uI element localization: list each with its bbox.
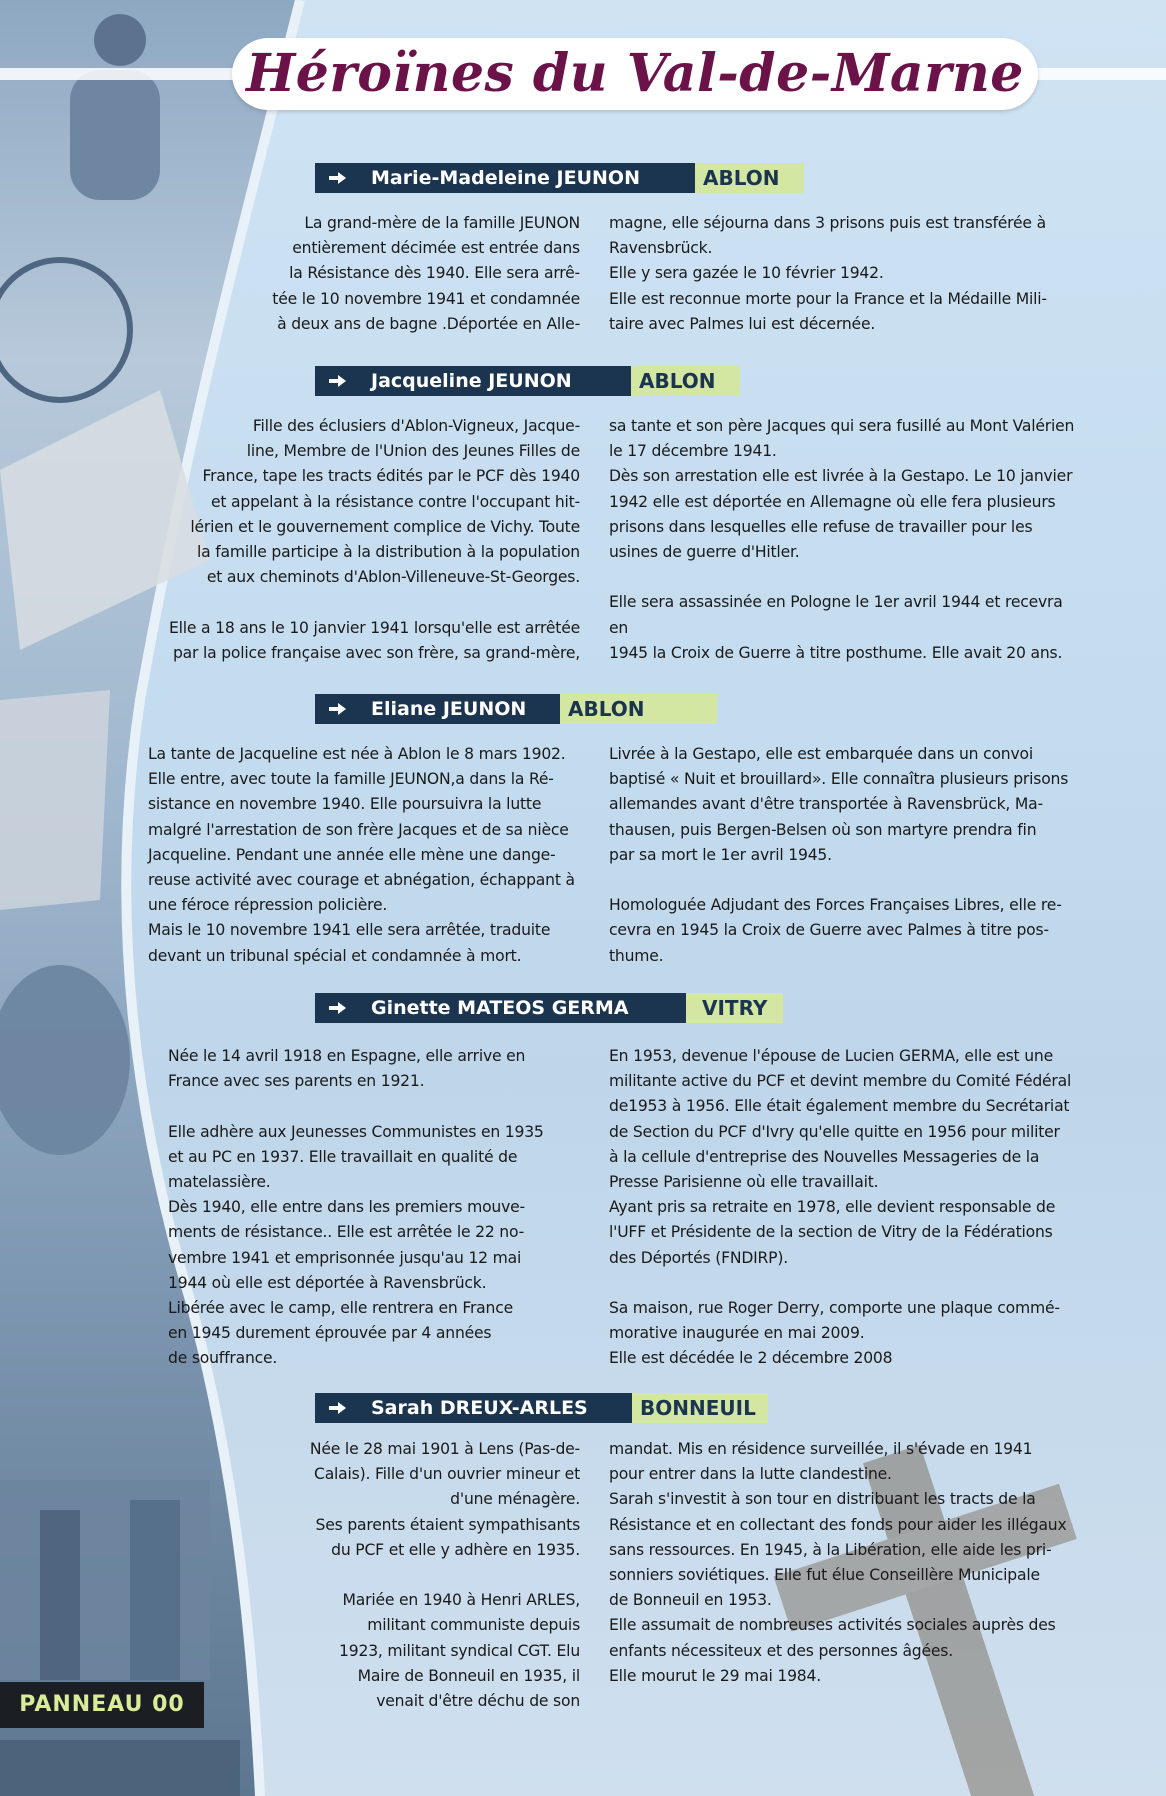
section-text-right: Livrée à la Gestapo, elle est embarquée dans un convoi baptisé « Nuit et brouillard». Elle connaîtra plusieurs prisons allemandes avant d'être transportée à Ravensbrück, Ma- thausen, puis Bergen-Belsen où son martyre prendra fin par sa mort le 1er avril 1945. Homologuée Adjudant des Forces Françaises Libres, elle re- cevra en 1945 la Croix de Guerre avec Palmes à titre pos- thume. — [609, 745, 1069, 965]
section-header-eliane — [315, 694, 717, 724]
section-name: Eliane JEUNON — [371, 698, 527, 720]
section-town: ABLON — [631, 366, 740, 396]
section-name: Sarah DREUX-ARLES — [371, 1397, 588, 1419]
panel-badge: PANNEAU 00 — [0, 1682, 204, 1728]
page-title: Héroïnes du Val-de-Marne — [246, 43, 1024, 104]
arrow-right-icon — [327, 993, 349, 1023]
section-text-right: mandat. Mis en résidence surveillée, il s'évade en 1941 pour entrer dans la lutte clandestine. Sarah s'investit à son tour en distribuant les tracts de la Résistance et en collectant des fonds pour aider les illégaux sans ressources. En 1945, à la Libération, elle aide les pri- sonniers soviétiques. Elle fut élue Conseillère Municipale de Bonneuil en 1953. Elle assumait de nombreuses activités sociales auprès des enfants nécessiteux et des personnes âgées. Elle mourut le 29 mai 1984. — [609, 1440, 1067, 1685]
arrow-right-icon — [327, 694, 349, 724]
arrow-right-icon — [327, 366, 349, 396]
section-town: VITRY — [686, 993, 783, 1023]
section-text-left: La tante de Jacqueline est née à Ablon le 8 mars 1902. Elle entre, avec toute la famille JEUNON,a dans la Ré- sistance en novembre 1940. Elle poursuivra la lutte malgré l'arrestation de son frère Jacques et de sa nièce Jacqueline. Pendant une année elle mène une dange- reuse activité avec courage et abnégation, échappant à une féroce répression policière. Mais le 10 novembre 1941 elle sera arrêtée, traduite devant un tribunal spécial et condamnée à mort. — [148, 745, 575, 965]
arrow-right-icon — [327, 1393, 349, 1423]
section-header-ginette — [315, 993, 783, 1023]
section-text-left: Née le 14 avril 1918 en Espagne, elle arrive en France avec ses parents en 1921. Elle adhère aux Jeunesses Communistes en 1935 et au PC en 1937. Elle travaillait en qualité de matelassière. Dès 1940, elle entre dans les premiers mouve- ments de résistance.. Elle est arrêtée le 22 no- vembre 1941 et emprisonnée jusqu'au 12 mai 1944 où elle est déportée à Ravensbrück. Libérée avec le camp, elle rentrera en France en 1945 durement éprouvée par 4 années de souffrance. — [168, 1047, 544, 1368]
section-name: Ginette MATEOS GERMA — [371, 997, 629, 1019]
section-header-jacqueline — [315, 366, 740, 396]
section-text-left: La grand-mère de la famille JEUNON entièrement décimée est entrée dans la Résistance dès 1940. Elle sera arrê- tée le 10 novembre 1941 et condamnée à deux ans de bagne .Déportée en Alle- — [272, 214, 580, 333]
section-header-marie-madeleine — [315, 163, 804, 193]
arrow-right-icon — [327, 163, 349, 193]
section-name: Marie-Madeleine JEUNON — [371, 167, 640, 189]
section-header-sarah — [315, 1393, 768, 1423]
section-text-right: sa tante et son père Jacques qui sera fusillé au Mont Valérien le 17 décembre 1941. Dès son arrestation elle est livrée à la Gestapo. Le 10 janvier 1942 elle est déportée en Allemagne où elle fera plusieurs prisons dans lesquelles elle refuse de travailler pour les usines de guerre d'Hitler. Elle sera assassinée en Pologne le 1er avril 1944 et recevra en 1945 la Croix de Guerre à titre posthume. Elle avait 20 ans. — [609, 417, 1075, 662]
section-name: Jacqueline JEUNON — [371, 370, 572, 392]
section-town: ABLON — [560, 694, 717, 724]
section-text-left: Née le 28 mai 1901 à Lens (Pas-de- Calais). Fille d'un ouvrier mineur et d'une ménagère. Ses parents étaient sympathisants du PCF et elle y adhère en 1935. Mariée en 1940 à Henri ARLES, militant communiste depuis 1923, militant syndical CGT. Elu Maire de Bonneuil en 1935, il venait d'être déchu de son — [309, 1440, 580, 1711]
section-text-right: En 1953, devenue l'épouse de Lucien GERMA, elle est une militante active du PCF et devint membre du Comité Fédéral de1953 à 1956. Elle était également membre du Secrétariat de Section du PCF d'Ivry qu'elle quitte en 1956 pour militer à la cellule d'entreprise des Nouvelles Messageries de la Presse Parisienne où elle travaillait. Ayant pris sa retraite en 1978, elle devient responsable de l'UFF et Présidente de la section de Vitry de la Fédérations des Déportés (FNDIRP). Sa maison, rue Roger Derry, comporte une plaque commé- morative inaugurée en mai 2009. Elle est décédée le 2 décembre 2008 — [609, 1047, 1072, 1368]
section-town: BONNEUIL — [632, 1393, 768, 1423]
section-text-right: magne, elle séjourna dans 3 prisons puis est transférée à Ravensbrück. Elle y sera gazée le 10 février 1942. Elle est reconnue morte pour la France et la Médaille Mili- taire avec Palmes lui est décernée. — [609, 214, 1047, 333]
section-town: ABLON — [695, 163, 804, 193]
section-text-left: Fille des éclusiers d'Ablon-Vigneux, Jacque- line, Membre de l'Union des Jeunes Filles de France, tape les tracts édités par le PCF dès 1940 et appelant à la résistance contre l'occupant hit- lérien et le gouvernement complice de Vichy. Toute la famille participe à la distribution à la population et aux cheminots d'Ablon-Villeneuve-St-Georges. Elle a 18 ans le 10 janvier 1941 lorsqu'elle est arrêtée par la police française avec son frère, sa grand-mère, — [168, 417, 580, 662]
